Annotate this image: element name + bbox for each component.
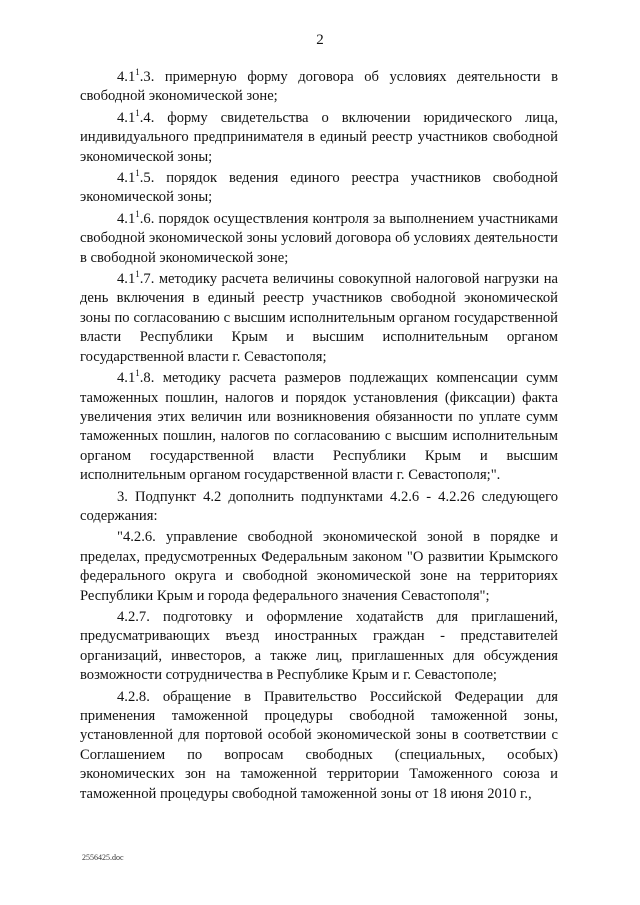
footer-filename: 2556425.doc [82, 853, 124, 862]
paragraph: 4.2.8. обращение в Правительство Российской Федерации для применения таможенной процедуры свободной таможенной зоны, установленной для портовой особой экономической зоны в соответствии с Соглашением по вопросам свободных (специальных, особых) экономических зон на таможенной территории Таможенного союза и таможенной процедуры свободной таможенной зоны от 18 июня 2010 г., [80, 688, 558, 802]
list-item: $4.1^1.5$. порядок ведения единого реестра участников свободной экономической зоны; [80, 168, 558, 206]
paragraph: 3. Подпункт 4.2 дополнить подпунктами 4.2.6 - 4.2.26 следующего содержания: [80, 488, 558, 524]
document-body [80, 68, 558, 806]
list-item: $4.1^1.3$. примерную форму договора об условиях деятельности в свободной экономической зоне; [80, 67, 558, 105]
list-item: $4.1^1.6$. порядок осуществления контроля за выполнением участниками свободной экономической зоны условий договора об условиях деятельности в свободной экономической зоне; [80, 208, 558, 266]
list-item: $4.1^1.8$. методику расчета размеров подлежащих компенсации сумм таможенных пошлин, налогов и порядок установления (фиксации) факта увеличения этих величин или возникновения обязанности по уплате сумм таможенных пошлин, налогов по согласованию с высшим исполнительным органом государственной власти Республики Крым и высшим исполнительным органом государственной власти г. Севастополя;". [80, 368, 558, 484]
list-item: $4.1^1.7$. методику расчета величины совокупной налоговой нагрузки на день включения в единый реестр участников свободной экономической зоны по согласованию с высшим исполнительным органом государственной власти Республики Крым и высшим исполнительным органом государственной власти г. Севастополя; [80, 269, 558, 365]
page-number: 2 [316, 32, 324, 48]
paragraph: 4.2.7. подготовку и оформление ходатайств для приглашений, предусматривающих въезд иностранных граждан - представителей организаций, инвесторов, а также лиц, приглашенных для обсуждения возможности сотрудничества в Республике Крым и г. Севастополе; [80, 608, 558, 684]
paragraph: "4.2.6. управление свободной экономической зоной в порядке и пределах, предусмотренных Федеральным законом "О развитии Крымского федерального округа и свободной экономической зоне на территориях Республики Крым и города федерального значения Севастополя"; [80, 529, 558, 604]
list-item: $4.1^1.4$. форму свидетельства о включении юридического лица, индивидуального предпринимателя в единый реестр участников свободной экономической зоны; [80, 107, 558, 165]
